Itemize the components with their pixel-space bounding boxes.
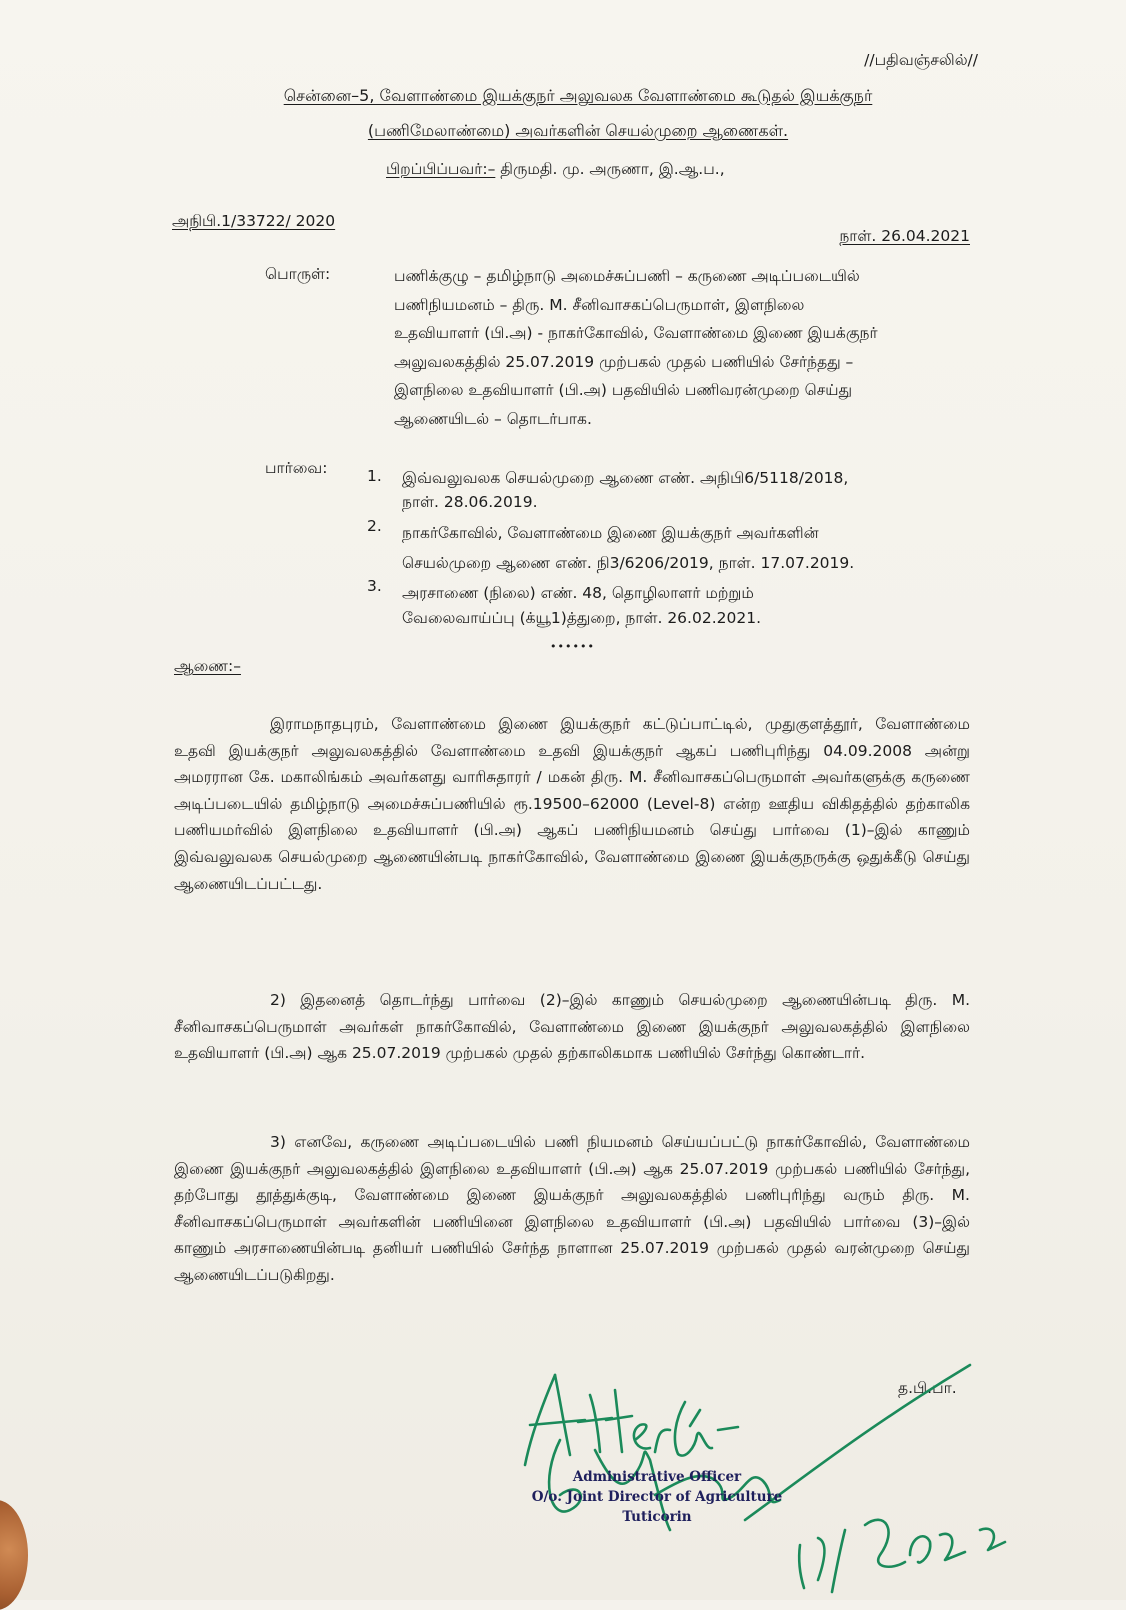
issuer-label: பிறப்பிப்பவர்:–: [386, 160, 496, 178]
handwritten-signature: [500, 1330, 1120, 1600]
issuer-name: திருமதி. மு. அருணா, இ.ஆ.ப.,: [500, 160, 725, 178]
order-paragraph-1: இராமநாதபுரம், வேளாண்மை இணை இயக்குநர் கட்டுப்பாட்டில், முதுகுளத்தூர், வேளாண்மை உதவி இயக்குநர் அலுவலகத்தில் வேளாண்மை உதவி இயக்குநர் ஆகப் பணிபுரிந்து 04.09.2008 அன்று அமரரான கே. மகாலிங்கம் அவர்களது வாரிசுதாரர் / மகன் திரு. M. சீனிவாசகப்பெருமாள் அவர்களுக்கு கருணை அடிப்படையில் தமிழ்நாடு அமைச்சுப்பணியில் ரூ.19500–62000 (Level-8) என்ற ஊதிய விகிதத்தில் தற்காலிக பணியமர்வில் இளநிலை உதவியாளர் (பி.அ) ஆகப் பணிநியமனம் செய்து பார்வை (1)–இல் காணும் இவ்வலுவலக செயல்முறை ஆணையின்படி நாகர்கோவில், வேளாண்மை இணை இயக்குநருக்கு ஒதுக்கீடு செய்து ஆணையிடப்பட்டது.: [174, 715, 970, 893]
subject-line: அலுவலகத்தில் 25.07.2019 முற்பகல் முதல் பணியில் சேர்ந்தது –: [394, 352, 854, 371]
header-line-2: (பணிமேலாண்மை) அவர்களின் செயல்முறை ஆணைகள்.: [367, 121, 789, 140]
signature-initial: த.பி.பா.: [898, 1379, 957, 1397]
section-separator: ••••••: [550, 640, 595, 653]
stamp-line-3: Tuticorin: [622, 1509, 692, 1525]
reference-number: அநிபி.1/33722/ 2020: [172, 212, 336, 230]
reference-number-2: 2.: [367, 517, 382, 535]
reference-number-1: 1.: [367, 467, 382, 485]
order-paragraph-3: 3) எனவே, கருணை அடிப்படையில் பணி நியமனம் செய்யப்பட்டு நாகர்கோவில், வேளாண்மை இணை இயக்குநர் அலுவலகத்தில் இளநிலை உதவியாளர் (பி.அ) ஆக 25.07.2019 முற்பகல் பணியில் சேர்ந்து, தற்போது தூத்துக்குடி, வேளாண்மை இணை இயக்குநர் அலுவலகத்தில் பணிபுரிந்து வரும் திரு. M. சீனிவாசகப்பெருமாள் அவர்களின் பணியினை இளநிலை உதவியாளர் (பி.அ) பதவியில் பார்வை (3)–இல் காணும் அரசாணையின்படி தனியர் பணியில் சேர்ந்த நாளான 25.07.2019 முற்பகல் முதல் வரன்முறை செய்து ஆணையிடப்படுகிறது.: [174, 1133, 970, 1284]
registered-post-mark: //பதிவஞ்சலில்//: [864, 51, 978, 69]
order-date: நாள். 26.04.2021: [839, 227, 970, 245]
reference-1-line-2: நாள். 28.06.2019.: [402, 493, 538, 511]
order-paragraph-2: 2) இதனைத் தொடர்ந்து பார்வை (2)–இல் காணும் செயல்முறை ஆணையின்படி திரு. M. சீனிவாசகப்பெருமாள் அவர்கள் நாகர்கோவில், வேளாண்மை இணை இயக்குநர் அலுவலகத்தில் இளநிலை உதவியாளர் (பி.அ) ஆக 25.07.2019 முற்பகல் முதல் தற்காலிகமாக பணியில் சேர்ந்து கொண்டார்.: [174, 991, 970, 1063]
reference-2-line-1: நாகர்கோவில், வேளாண்மை இணை இயக்குநர் அவர்களின்: [402, 524, 819, 542]
reference-1-line-1: இவ்வலுவலக செயல்முறை ஆணை எண். அநிபி6/5118/2018,: [402, 469, 849, 487]
reference-3-line-1: அரசாணை (நிலை) எண். 48, தொழிலாளர் மற்றும்: [402, 584, 754, 602]
officer-stamp: [517, 1467, 797, 1527]
subject-label: பொருள்:: [265, 265, 331, 283]
subject-line: ஆணையிடல் – தொடர்பாக.: [394, 409, 592, 428]
subject-line: பணிக்குழு – தமிழ்நாடு அமைச்சுப்பணி – கருணை அடிப்படையில்: [394, 267, 860, 285]
reference-3-line-2: வேலைவாய்ப்பு (க்யூ1)த்துறை, நாள். 26.02.2021.: [402, 609, 761, 627]
stamp-line-2: O/o. Joint Director of Agriculture: [531, 1489, 783, 1505]
subject-body: [394, 262, 970, 433]
references-label: பார்வை:: [265, 459, 328, 477]
reference-number-3: 3.: [367, 577, 382, 595]
subject-line: இளநிலை உதவியாளர் (பி.அ) பதவியில் பணிவரன்முறை செய்து: [394, 381, 853, 399]
subject-line: பணிநியமனம் – திரு. M. சீனிவாசகப்பெருமாள், இளநிலை: [394, 295, 805, 314]
reference-2-line-2: செயல்முறை ஆணை எண். நி3/6206/2019, நாள். 17.07.2019.: [402, 554, 855, 572]
subject-line: உதவியாளர் (பி.அ) - நாகர்கோவில், வேளாண்மை இணை இயக்குநர்: [394, 324, 878, 342]
header-line-1: சென்னை–5, வேளாண்மை இயக்குநர் அலுவலக வேளாண்மை கூடுதல் இயக்குநர்: [283, 86, 873, 105]
stamp-line-1: Administrative Officer: [572, 1469, 742, 1485]
issuer-line: [386, 159, 725, 179]
order-label: ஆணை:–: [174, 657, 241, 675]
